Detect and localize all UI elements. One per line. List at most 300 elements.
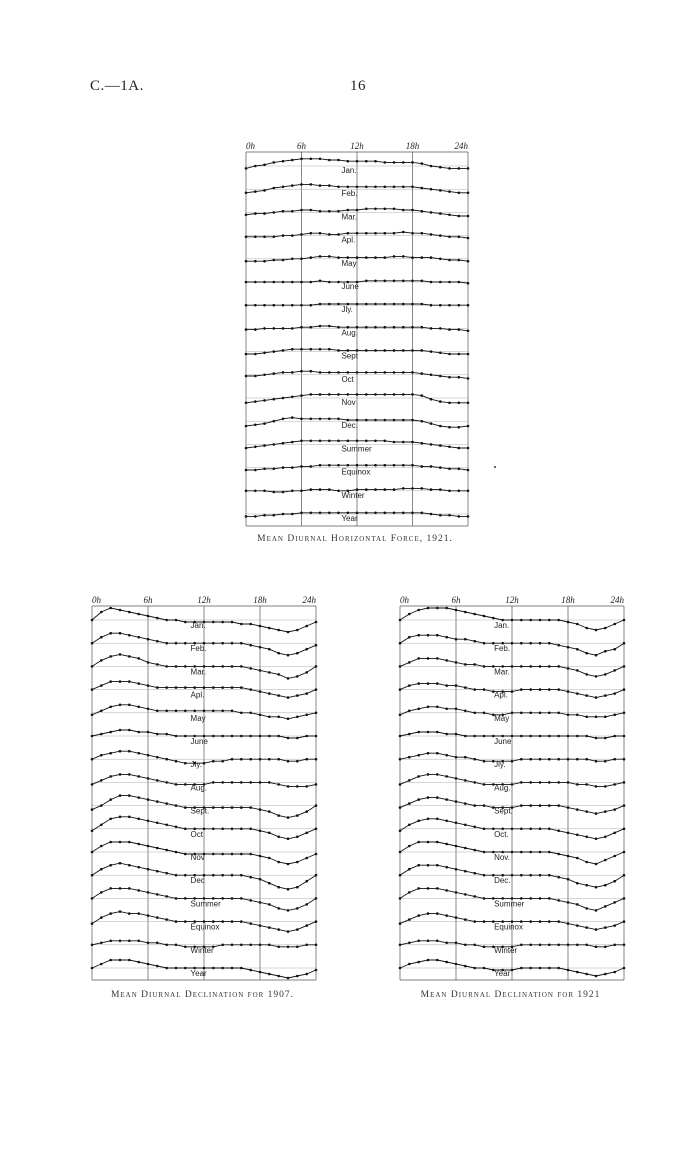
data-point bbox=[613, 758, 616, 761]
data-point bbox=[613, 901, 616, 904]
data-point bbox=[337, 186, 340, 189]
data-point bbox=[365, 393, 368, 396]
data-point bbox=[393, 464, 396, 467]
data-point bbox=[240, 897, 243, 900]
data-point bbox=[319, 464, 322, 467]
data-point bbox=[328, 348, 331, 351]
data-point bbox=[259, 690, 262, 693]
data-point bbox=[436, 912, 439, 915]
data-point bbox=[315, 688, 318, 691]
data-point bbox=[439, 375, 442, 378]
data-point bbox=[184, 735, 187, 738]
data-point bbox=[337, 159, 340, 162]
data-point bbox=[411, 232, 414, 235]
data-point bbox=[585, 973, 588, 976]
data-point bbox=[473, 967, 476, 970]
data-point bbox=[623, 688, 626, 691]
data-point bbox=[137, 731, 140, 734]
data-point bbox=[399, 665, 402, 668]
data-point bbox=[300, 209, 303, 212]
data-point bbox=[473, 758, 476, 761]
data-point bbox=[604, 694, 607, 697]
data-point bbox=[604, 859, 607, 862]
data-point bbox=[604, 737, 607, 740]
data-point bbox=[421, 210, 424, 213]
data-point bbox=[448, 490, 451, 493]
data-point bbox=[245, 515, 248, 518]
data-point bbox=[576, 692, 579, 695]
data-point bbox=[402, 255, 405, 258]
data-point bbox=[221, 874, 224, 877]
data-point bbox=[100, 659, 103, 662]
data-point bbox=[147, 684, 150, 687]
data-point bbox=[473, 712, 476, 715]
data-point bbox=[445, 659, 448, 662]
data-point bbox=[156, 779, 159, 782]
data-point bbox=[427, 773, 430, 776]
data-point bbox=[417, 634, 420, 637]
data-point bbox=[417, 914, 420, 917]
data-point bbox=[184, 621, 187, 624]
data-point bbox=[613, 971, 616, 974]
data-point bbox=[249, 735, 252, 738]
data-point bbox=[613, 692, 616, 695]
data-point bbox=[365, 349, 368, 352]
data-point bbox=[319, 512, 322, 515]
data-point bbox=[548, 920, 551, 923]
data-point bbox=[421, 512, 424, 515]
x-tick-label: 12h bbox=[505, 595, 519, 605]
data-point bbox=[315, 853, 318, 856]
data-point bbox=[254, 353, 257, 356]
data-point bbox=[393, 161, 396, 164]
data-point bbox=[328, 255, 331, 258]
data-point bbox=[473, 735, 476, 738]
data-point bbox=[221, 735, 224, 738]
data-point bbox=[277, 694, 280, 697]
data-point bbox=[245, 425, 248, 428]
data-point bbox=[109, 818, 112, 821]
data-point bbox=[259, 735, 262, 738]
data-point bbox=[91, 714, 94, 717]
data-point bbox=[421, 349, 424, 352]
data-point bbox=[263, 374, 266, 377]
data-point bbox=[268, 716, 271, 719]
data-point bbox=[427, 959, 430, 962]
data-point bbox=[473, 640, 476, 643]
data-point bbox=[483, 920, 486, 923]
data-point bbox=[604, 760, 607, 763]
data-point bbox=[231, 897, 234, 900]
data-point bbox=[277, 861, 280, 864]
data-point bbox=[273, 443, 276, 446]
data-point bbox=[595, 863, 598, 866]
data-point bbox=[483, 874, 486, 877]
data-point bbox=[374, 371, 377, 374]
data-point bbox=[282, 234, 285, 237]
data-point bbox=[100, 804, 103, 807]
data-point bbox=[109, 655, 112, 658]
data-point bbox=[109, 940, 112, 943]
row-label: Jly. bbox=[190, 760, 202, 770]
data-point bbox=[548, 804, 551, 807]
data-point bbox=[585, 735, 588, 738]
data-point bbox=[287, 785, 290, 788]
data-point bbox=[277, 886, 280, 889]
data-point bbox=[557, 899, 560, 902]
data-point bbox=[520, 758, 523, 761]
data-point bbox=[91, 758, 94, 761]
data-point bbox=[273, 161, 276, 164]
data-point bbox=[473, 895, 476, 898]
data-point bbox=[595, 838, 598, 841]
data-point bbox=[529, 828, 532, 831]
data-point bbox=[365, 464, 368, 467]
data-point bbox=[384, 232, 387, 235]
data-point bbox=[467, 330, 470, 333]
data-point bbox=[427, 607, 430, 610]
data-point bbox=[427, 796, 430, 799]
data-point bbox=[483, 946, 486, 949]
data-point bbox=[282, 327, 285, 330]
data-point bbox=[467, 215, 470, 218]
data-point bbox=[464, 824, 467, 827]
data-point bbox=[310, 281, 313, 284]
data-point bbox=[557, 712, 560, 715]
data-point bbox=[147, 777, 150, 780]
data-point bbox=[567, 690, 570, 693]
data-point bbox=[245, 260, 248, 263]
data-point bbox=[473, 849, 476, 852]
data-point bbox=[268, 758, 271, 761]
data-point bbox=[356, 209, 359, 212]
data-point bbox=[249, 876, 252, 879]
data-point bbox=[567, 667, 570, 670]
data-point bbox=[365, 488, 368, 491]
row-label: Aug. bbox=[190, 783, 208, 793]
data-point bbox=[119, 773, 122, 776]
data-point bbox=[604, 884, 607, 887]
data-point bbox=[109, 841, 112, 844]
data-point bbox=[193, 710, 196, 713]
data-point bbox=[567, 922, 570, 925]
data-point bbox=[249, 781, 252, 784]
data-point bbox=[273, 281, 276, 284]
data-point bbox=[539, 874, 542, 877]
data-point bbox=[277, 758, 280, 761]
data-point bbox=[585, 627, 588, 630]
data-point bbox=[156, 916, 159, 919]
data-point bbox=[439, 352, 442, 355]
data-point bbox=[100, 868, 103, 871]
data-point bbox=[203, 762, 206, 765]
data-point bbox=[467, 515, 470, 518]
data-point bbox=[567, 969, 570, 972]
data-point bbox=[402, 186, 405, 189]
data-point bbox=[156, 870, 159, 873]
data-point bbox=[240, 967, 243, 970]
x-tick-label: 6h bbox=[451, 595, 461, 605]
data-point bbox=[305, 857, 308, 860]
data-point bbox=[567, 855, 570, 858]
data-point bbox=[529, 967, 532, 970]
data-point bbox=[305, 735, 308, 738]
data-point bbox=[567, 714, 570, 717]
data-point bbox=[273, 514, 276, 517]
data-point bbox=[231, 710, 234, 713]
data-point bbox=[240, 712, 243, 715]
data-point bbox=[300, 348, 303, 351]
data-point bbox=[259, 971, 262, 974]
data-point bbox=[399, 688, 402, 691]
data-point bbox=[436, 706, 439, 709]
data-point bbox=[539, 828, 542, 831]
data-point bbox=[296, 975, 299, 978]
data-point bbox=[613, 735, 616, 738]
data-point bbox=[411, 441, 414, 444]
x-tick-label: 0h bbox=[400, 595, 409, 605]
data-point bbox=[263, 352, 266, 355]
row-label: May bbox=[494, 713, 510, 723]
data-point bbox=[448, 328, 451, 331]
data-point bbox=[300, 304, 303, 307]
data-point bbox=[119, 704, 122, 707]
data-point bbox=[175, 920, 178, 923]
data-point bbox=[100, 779, 103, 782]
data-point bbox=[455, 609, 458, 612]
data-point bbox=[203, 828, 206, 831]
row-label: Apl. bbox=[494, 690, 508, 700]
data-point bbox=[467, 447, 470, 450]
data-point bbox=[165, 733, 168, 736]
data-point bbox=[623, 828, 626, 831]
data-point bbox=[467, 469, 470, 472]
data-point bbox=[259, 646, 262, 649]
data-point bbox=[273, 350, 276, 353]
data-point bbox=[399, 619, 402, 622]
data-point bbox=[623, 781, 626, 784]
data-point bbox=[445, 754, 448, 757]
data-point bbox=[511, 828, 514, 831]
data-point bbox=[411, 326, 414, 329]
data-point bbox=[240, 853, 243, 856]
data-point bbox=[483, 760, 486, 763]
data-point bbox=[240, 735, 243, 738]
data-point bbox=[430, 233, 433, 236]
data-point bbox=[263, 399, 266, 402]
x-tick-label: 18h bbox=[253, 595, 267, 605]
data-point bbox=[458, 259, 461, 262]
data-point bbox=[613, 855, 616, 858]
data-point bbox=[268, 832, 271, 835]
data-point bbox=[337, 256, 340, 259]
data-point bbox=[128, 841, 131, 844]
data-point bbox=[249, 944, 252, 947]
data-point bbox=[347, 393, 350, 396]
data-point bbox=[263, 164, 266, 167]
data-point bbox=[374, 349, 377, 352]
data-point bbox=[231, 758, 234, 761]
data-point bbox=[156, 893, 159, 896]
data-point bbox=[231, 665, 234, 668]
data-point bbox=[268, 857, 271, 860]
data-point bbox=[356, 393, 359, 396]
data-point bbox=[156, 663, 159, 666]
data-point bbox=[445, 866, 448, 869]
data-point bbox=[128, 611, 131, 614]
data-point bbox=[91, 830, 94, 833]
data-point bbox=[147, 845, 150, 848]
data-point bbox=[109, 864, 112, 867]
data-point bbox=[511, 851, 514, 854]
data-point bbox=[347, 464, 350, 467]
data-point bbox=[300, 326, 303, 329]
row-label: Jly. bbox=[341, 305, 353, 315]
data-point bbox=[291, 396, 294, 399]
data-point bbox=[310, 326, 313, 329]
data-point bbox=[520, 828, 523, 831]
data-point bbox=[175, 783, 178, 786]
data-point bbox=[119, 750, 122, 753]
row-label: June bbox=[494, 737, 512, 746]
data-point bbox=[445, 820, 448, 823]
data-point bbox=[263, 212, 266, 215]
data-point bbox=[430, 188, 433, 191]
data-point bbox=[231, 735, 234, 738]
row-label: Sept bbox=[341, 351, 358, 361]
data-point bbox=[91, 897, 94, 900]
data-point bbox=[291, 348, 294, 351]
data-point bbox=[137, 775, 140, 778]
data-point bbox=[408, 710, 411, 713]
data-point bbox=[595, 696, 598, 699]
data-point bbox=[408, 779, 411, 782]
data-point bbox=[455, 661, 458, 664]
row-label: Oct bbox=[190, 829, 204, 839]
data-point bbox=[119, 887, 122, 890]
data-point bbox=[328, 303, 331, 306]
data-point bbox=[296, 886, 299, 889]
data-point bbox=[399, 735, 402, 738]
data-point bbox=[231, 874, 234, 877]
data-point bbox=[240, 920, 243, 923]
data-point bbox=[548, 642, 551, 645]
data-point bbox=[296, 946, 299, 949]
data-point bbox=[184, 783, 187, 786]
data-point bbox=[291, 210, 294, 213]
data-point bbox=[439, 258, 442, 261]
data-point bbox=[156, 942, 159, 945]
data-point bbox=[430, 327, 433, 330]
data-point bbox=[576, 735, 579, 738]
data-point bbox=[613, 669, 616, 672]
data-point bbox=[319, 280, 322, 283]
data-point bbox=[175, 710, 178, 713]
data-point bbox=[128, 912, 131, 915]
data-point bbox=[436, 607, 439, 610]
data-point bbox=[576, 903, 579, 906]
data-point bbox=[254, 469, 257, 472]
data-point bbox=[539, 688, 542, 691]
data-point bbox=[268, 648, 271, 651]
data-point bbox=[300, 370, 303, 373]
data-point bbox=[315, 665, 318, 668]
data-point bbox=[384, 512, 387, 515]
data-point bbox=[595, 946, 598, 949]
data-point bbox=[576, 971, 579, 974]
data-point bbox=[399, 967, 402, 970]
data-point bbox=[421, 162, 424, 165]
data-point bbox=[557, 619, 560, 622]
data-point bbox=[613, 623, 616, 626]
data-point bbox=[464, 847, 467, 850]
data-point bbox=[430, 513, 433, 516]
x-tick-label: 12h bbox=[197, 595, 211, 605]
data-point bbox=[137, 752, 140, 755]
data-point bbox=[483, 665, 486, 668]
data-point bbox=[310, 512, 313, 515]
data-point bbox=[282, 513, 285, 516]
data-point bbox=[291, 490, 294, 493]
data-point bbox=[393, 280, 396, 283]
data-point bbox=[539, 967, 542, 970]
data-point bbox=[402, 371, 405, 374]
data-point bbox=[511, 665, 514, 668]
data-point bbox=[356, 303, 359, 306]
data-point bbox=[282, 371, 285, 374]
data-point bbox=[128, 794, 131, 797]
row-label: Equinox bbox=[494, 922, 524, 932]
data-point bbox=[455, 963, 458, 966]
data-point bbox=[511, 760, 514, 763]
data-point bbox=[165, 849, 168, 852]
data-point bbox=[259, 714, 262, 717]
data-point bbox=[421, 303, 424, 306]
data-point bbox=[448, 304, 451, 307]
data-point bbox=[623, 758, 626, 761]
data-point bbox=[402, 280, 405, 283]
data-point bbox=[374, 208, 377, 211]
data-point bbox=[436, 887, 439, 890]
data-point bbox=[604, 627, 607, 630]
data-point bbox=[356, 464, 359, 467]
data-point bbox=[529, 804, 532, 807]
data-point bbox=[128, 655, 131, 658]
data-point bbox=[240, 665, 243, 668]
data-point bbox=[448, 236, 451, 239]
data-point bbox=[282, 397, 285, 400]
data-point bbox=[458, 402, 461, 405]
data-point bbox=[529, 920, 532, 923]
data-point bbox=[337, 440, 340, 443]
data-point bbox=[119, 653, 122, 656]
data-point bbox=[287, 888, 290, 891]
data-point bbox=[557, 967, 560, 970]
data-point bbox=[408, 868, 411, 871]
data-point bbox=[458, 281, 461, 284]
data-point bbox=[427, 940, 430, 943]
data-point bbox=[319, 158, 322, 161]
data-point bbox=[399, 922, 402, 925]
data-point bbox=[91, 851, 94, 854]
data-point bbox=[119, 729, 122, 732]
data-point bbox=[458, 468, 461, 471]
data-point bbox=[337, 281, 340, 284]
data-point bbox=[623, 642, 626, 645]
data-point bbox=[539, 944, 542, 947]
data-point bbox=[464, 944, 467, 947]
data-point bbox=[467, 260, 470, 263]
